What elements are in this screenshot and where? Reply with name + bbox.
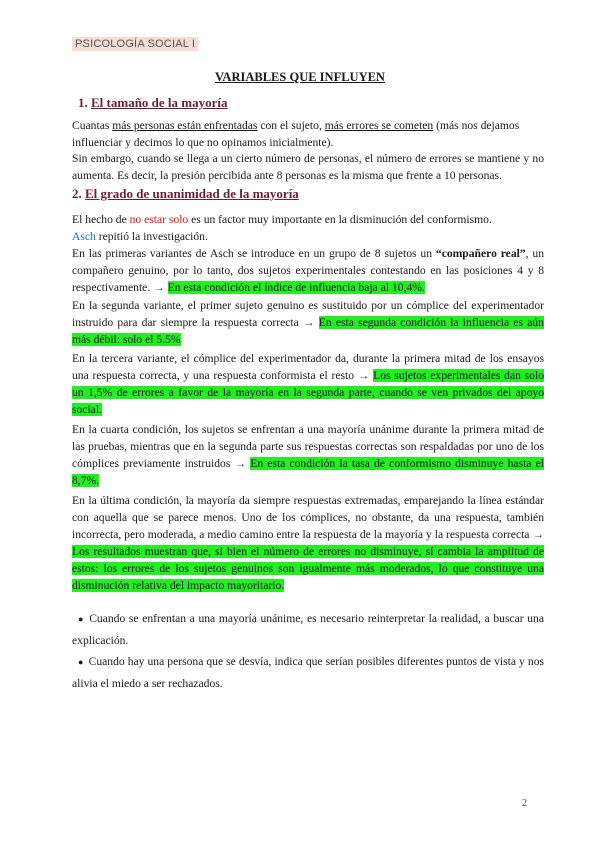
list-item: ● Cuando se enfrentan a una mayoría unánime, es necesario reinterpretar la realidad, a buscar una explicación. xyxy=(72,612,544,647)
section-2-number: 2. xyxy=(72,186,82,201)
section-2-paragraph-3: En las primeras variantes de Asch se introduce en un grupo de 8 sujetos un “compañero real”, un compañero genuino, por lo tanto, dos sujetos experimentales contestando en las posiciones 4 y 8 respectivamente. → En esta condición el índice de influencia baja al 10,4%. xyxy=(72,247,545,294)
section-2-paragraph-6: En la cuarta condición, los sujetos se enfrentan a una mayoría unánime durante la primera mitad de las pruebas, mientras que en la segunda parte sus respuestas correctas son respaldadas por uno de los cómplices previamente instruidos → En esta condición la tasa de conformismo disminuye hasta el 8,7%. xyxy=(72,423,544,487)
section-1-heading xyxy=(78,95,228,111)
section-1-paragraph-2: Sin embargo, cuando se llega a un cierto número de personas, el número de errores se mantiene y no aumenta. Es decir, la presión percibida ante 8 personas es la misma que frente a 10 personas. xyxy=(72,152,544,182)
header-tag: PSICOLOGÍA SOCIAL I xyxy=(72,37,198,51)
section-2-paragraph-4: En la segunda variante, el primer sujeto genuino es sustituido por un cómplice del experimentador instruido para dar siempre la respuesta correcta → En esta segunda condición la influencia es aún más débil: solo el 5.5% xyxy=(72,299,544,346)
page-title xyxy=(0,70,600,85)
section-1-number: 1. xyxy=(78,95,88,110)
bullet-icon: ● xyxy=(78,657,84,667)
highlight: Los sujetos experimentales dan solo un 1,5% de errores a favor de la mayoría en la segunda parte, cuando se ven privados del apoyo social. xyxy=(72,369,544,416)
section-2-paragraph-2: Asch repitió la investigación. xyxy=(72,230,208,243)
section-2-paragraph-5: En la tercera variante, el cómplice del experimentador da, durante la primera mitad de los ensayos una respuesta correcta, y una respuesta conformista el resto → Los sujetos experimentales dan solo un 1,5% de errores a favor de la mayoría en la segunda parte, cuando se ven privados del apoyo social. xyxy=(72,352,544,416)
section-2-paragraph-7: En la última condición, la mayoría da siempre respuestas extremadas, emparejando la línea estándar con aquella que se parece menos. Uno de los cómplices, no obstante, da una respuesta, también incorrecta, pero moderada, a medio camino entre la respuesta de la mayoría y la respuesta correcta → Los resultados muestran que, si bien el número de errores no disminuye, sí cambia la amplitud de estos: los errores de los sujetos genuinos son igualmente más moderados, lo que constituye una disminución relativa del impacto mayoritario. xyxy=(72,494,544,592)
section-2-paragraph-1: El hecho de no estar solo es un factor muy importante en la disminución del conformismo. xyxy=(72,213,492,226)
page-number: 2 xyxy=(522,798,527,809)
highlight: En esta segunda condición la influencia es aún más débil: solo el 5.5% xyxy=(72,316,544,346)
section-1-title: El tamaño de la mayoría xyxy=(91,95,228,110)
highlight: En esta condición el índice de influencia baja al 10,4%. xyxy=(167,281,425,294)
section-2-heading xyxy=(72,186,299,202)
highlight: En esta condición la tasa de conformismo disminuye hasta el 8,7%. xyxy=(72,457,544,487)
bullet-icon: ● xyxy=(78,614,85,624)
page-title-text: VARIABLES QUE INFLUYEN xyxy=(215,70,385,84)
section-1-paragraph-1: Cuantas más personas están enfrentadas con el sujeto, más errores se cometen (más nos dejamos influenciar y decimos lo que no opinamos inicialmente). xyxy=(72,119,520,149)
section-2-title: El grado de unanimidad de la mayoría xyxy=(85,186,299,201)
list-item: ● Cuando hay una persona que se desvía, indica que serían posibles diferentes puntos de vista y nos alivia el miedo a ser rechazados. xyxy=(72,655,545,690)
highlight: Los resultados muestran que, si bien el número de errores no disminuye, sí cambia la amplitud de estos: los errores de los sujetos genuinos son igualmente más moderados, lo que constituye una disminución relativa del impacto mayoritario. xyxy=(72,545,544,592)
